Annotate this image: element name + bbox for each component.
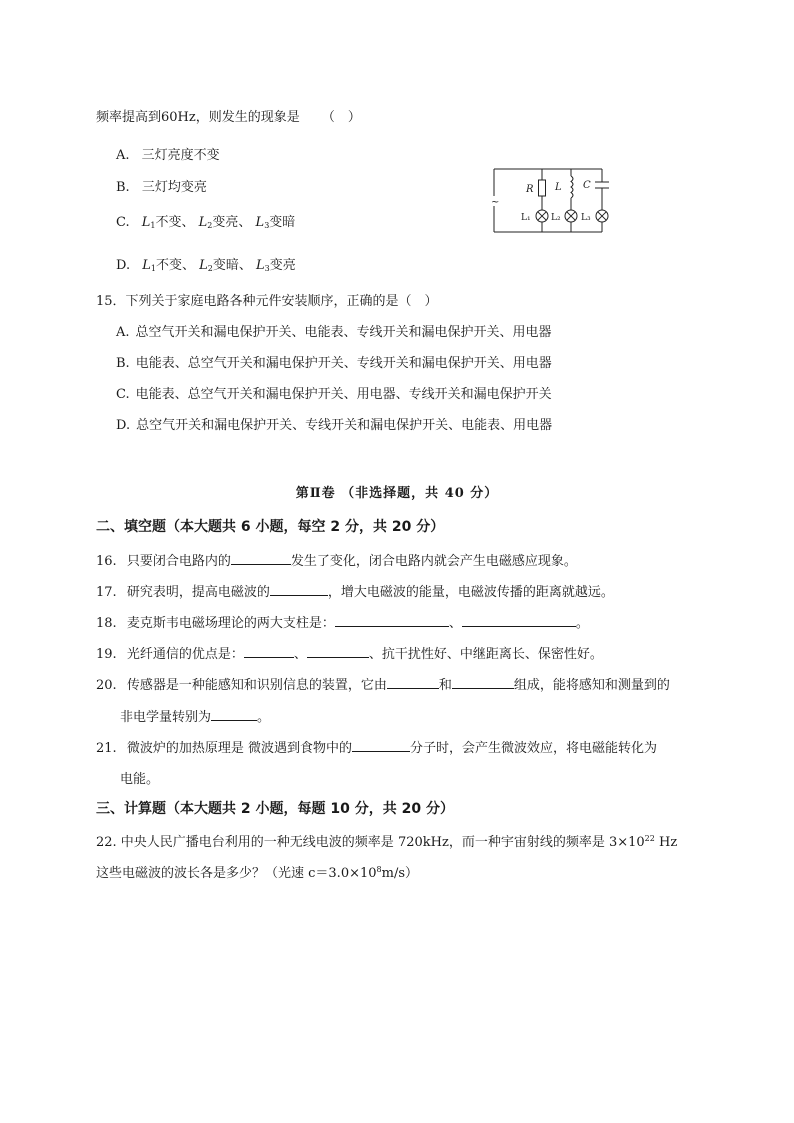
circuit-diagram [492, 166, 612, 236]
answer-blank[interactable] [452, 676, 514, 689]
lamp-1-label: L₁ [521, 213, 531, 223]
ac-source-symbol: ~ [491, 197, 500, 208]
answer-blank[interactable] [211, 708, 257, 721]
q14-option-a: A. 三灯亮度不变 [116, 148, 220, 163]
answer-bracket: （ ） [321, 110, 361, 125]
question-16: 16. 只要闭合电路内的 发生了变化，闭合电路内就会产生电磁感应现象。 [96, 554, 577, 569]
question-20: 20. 传感器是一种能感知和识别信息的装置，它由 和 组成，能将感知和测量到的 [96, 678, 670, 693]
answer-blank[interactable] [244, 645, 294, 658]
q14-option-c: C. $L_1$不变、 $L_2$变亮、 $L_3$变暗 [116, 215, 296, 230]
question-18: 18. 麦克斯韦电磁场理论的两大支柱是： 、 。 [96, 616, 589, 631]
capacitor-label: C [583, 180, 591, 191]
q15-option-c: C. 电能表、总空气开关和漏电保护开关、用电器、专线开关和漏电保护开关 [116, 387, 552, 402]
q15-option-d: D. 总空气开关和漏电保护开关、专线开关和漏电保护开关、电能表、用电器 [116, 418, 553, 433]
q15-option-a: A. 总空气开关和漏电保护开关、电能表、专线开关和漏电保护开关、用电器 [116, 325, 552, 340]
inductor-label: L [555, 182, 562, 193]
resistor-label: R [526, 184, 534, 195]
question-21-continued: 电能。 [120, 772, 160, 787]
q14-option-b: B. 三灯均变亮 [116, 180, 207, 195]
question-22: 22. 中央人民广播电台利用的一种无线电波的频率是 720kHz，而一种宇宙射线的频率是 $3\times 10^{22}$ Hz [96, 834, 678, 850]
question-20-continued: 非电学量转别为 。 [120, 710, 271, 725]
q14-stem: 频率提高到60Hz，则发生的现象是 （ ） [96, 110, 361, 125]
q14-option-d: D. $L_1$不变、 $L_2$变暗、 $L_3$变亮 [116, 258, 296, 273]
section-3-title: 三、计算题（本大题共 2 小题，每题 10 分，共 20 分） [96, 801, 454, 817]
section-2-title: 二、填空题（本大题共 6 小题，每空 2 分，共 20 分） [96, 519, 445, 535]
inductor-symbol [571, 176, 573, 198]
question-21: 21. 微波炉的加热原理是 微波遇到食物中的 分子时，会产生微波效应，将电磁能转化为 [96, 741, 657, 756]
answer-blank[interactable] [352, 739, 410, 752]
answer-blank[interactable] [335, 614, 449, 627]
answer-blank[interactable] [270, 583, 328, 596]
part-2-title: 第Ⅱ卷 （非选择题，共 40 分） [295, 486, 499, 501]
answer-blank[interactable] [231, 552, 291, 565]
question-22-continued: 这些电磁波的波长各是多少？（光速 $c=3.0\times 10^8m/s$） [96, 865, 419, 881]
lamp-2-label: L₂ [551, 213, 561, 223]
q15-option-b: B. 电能表、总空气开关和漏电保护开关、专线开关和漏电保护开关、用电器 [116, 356, 552, 371]
resistor-symbol [539, 180, 546, 196]
question-19: 19. 光纤通信的优点是： 、 、抗干扰性好、中继距离长、保密性好。 [96, 647, 603, 662]
answer-blank[interactable] [307, 645, 369, 658]
answer-blank[interactable] [387, 676, 439, 689]
q15-stem: 15．下列关于家庭电路各种元件安装顺序，正确的是（ ） [96, 294, 438, 309]
lamp-3-label: L₃ [581, 213, 591, 223]
answer-blank[interactable] [462, 614, 576, 627]
question-17: 17. 研究表明，提高电磁波的 ，增大电磁波的能量，电磁波传播的距离就越远。 [96, 585, 614, 600]
